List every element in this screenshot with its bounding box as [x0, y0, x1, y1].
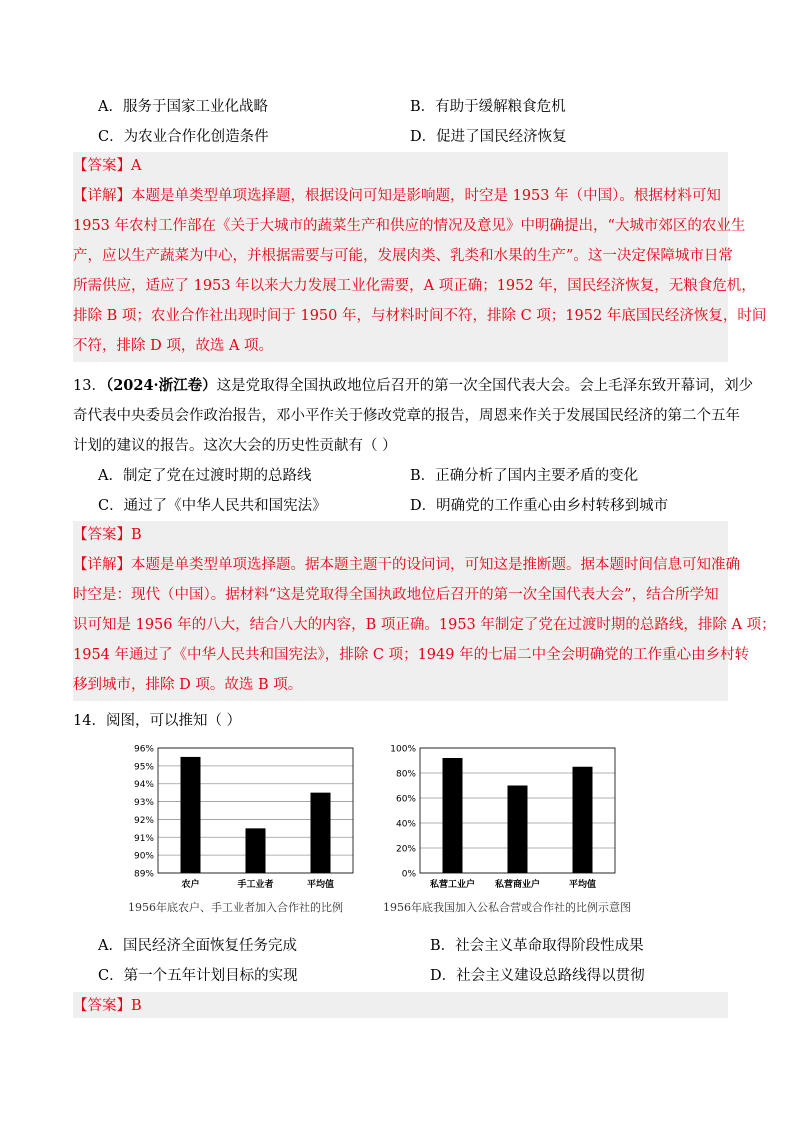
q14-option-b: B．社会主义革命取得阶段性成果: [430, 938, 644, 954]
chart2-caption: 1956年底我国加入公私合营或合作社的比例示意图: [383, 901, 631, 914]
q13-option-b: B．正确分析了国内主要矛盾的变化: [410, 468, 639, 484]
q13-stem-first: [73, 376, 753, 396]
y-tick-label: 100%: [390, 744, 416, 755]
x-tick-label: 农户: [181, 880, 200, 890]
q12-option-b: B．有助于缓解粮食危机: [410, 99, 566, 115]
q13-detail-line: 【详解】本题是单类型单项选择题。据本题主题干的设问词，可知这是推断题。据本题时间信息可知准确: [73, 557, 740, 573]
x-tick-label: 私营商业户: [494, 880, 541, 890]
q12-option-c: C．为农业合作化创造条件: [98, 129, 269, 145]
q12-detail-line: 所需供应，适应了 1953 年以来大力发展工业化需要，A 项正确；1952 年，国民经济恢复，无粮食危机，: [73, 278, 756, 294]
bar: [573, 767, 593, 873]
q13-detail-line: 时空是：现代（中国）。据材料“这是党取得全国执政地位后召开的第一次全国代表大会”，结合所学知: [73, 587, 719, 603]
q14-answer-block: [73, 992, 728, 1018]
q13-answer: 【答案】B: [73, 527, 142, 543]
chart-cooperative-ratio: [118, 738, 368, 898]
y-tick-label: 80%: [395, 769, 416, 780]
q13-answer-block: [73, 521, 728, 701]
q12-detail-line: 【详解】本题是单类型单项选择题，根据设问可知是影响题，时空是 1953 年（中国）。根据材料可知: [73, 188, 721, 204]
bar: [311, 793, 331, 873]
bar: [508, 786, 528, 874]
y-tick-label: 60%: [395, 794, 416, 805]
q13-detail-line: 1954 年通过了《中华人民共和国宪法》，排除 C 项；1949 年的七届二中全会明确党的工作重心由乡村转: [73, 647, 750, 663]
q13-option-d: D．明确党的工作重心由乡村转移到城市: [410, 498, 669, 514]
q13-stem-text: 这是党取得全国执政地位后召开的第一次全国代表大会。会上毛泽东致开幕词，刘少: [216, 378, 754, 394]
y-tick-label: 94%: [133, 780, 154, 791]
q13-option-c: C．通过了《中华人民共和国宪法》: [98, 498, 327, 514]
x-tick-label: 平均值: [306, 880, 335, 890]
y-tick-label: 96%: [133, 744, 154, 755]
q12-detail-line: 产，应以生产蔬菜为中心，并根据需要与可能，发展肉类、乳类和水果的生产”。这一决定保障城市日常: [73, 248, 733, 264]
q14-option-c: C．第一个五年计划目标的实现: [98, 968, 298, 984]
q12-answer: 【答案】A: [73, 158, 142, 174]
q12-option-d: D．促进了国民经济恢复: [410, 129, 567, 145]
q14-option-d: D．社会主义建设总路线得以贯彻: [430, 968, 645, 984]
q13-option-a: A．制定了党在过渡时期的总路线: [98, 468, 312, 484]
x-tick-label: 手工业者: [237, 880, 274, 890]
q12-option-a: A．服务于国家工业化战略: [98, 99, 268, 115]
q12-detail-line: 1953 年农村工作部在《关于大城市的蔬菜生产和供应的情况及意见》中明确提出，“大城市郊区的农业生: [73, 218, 746, 234]
chart1-caption: 1956年底农户、手工业者加入合作社的比例: [128, 901, 343, 914]
y-tick-label: 90%: [133, 851, 154, 862]
q13-stem-line: 计划的建议的报告。这次大会的历史性贡献有（ ）: [73, 438, 397, 454]
y-tick-label: 91%: [133, 833, 154, 844]
q13-stem-line: 奇代表中央委员会作政治报告，邓小平作关于修改党章的报告，周恩来作关于发展国民经济的第二个五年: [73, 408, 740, 424]
chart-public-private-ratio: [380, 738, 630, 898]
y-tick-label: 95%: [133, 762, 154, 773]
y-tick-label: 0%: [401, 869, 416, 880]
y-tick-label: 93%: [133, 798, 154, 809]
q12-detail-line: 排除 B 项；农业合作社出现时间于 1950 年，与材料时间不符，排除 C 项；1952 年底国民经济恢复，时间: [73, 308, 767, 324]
q14-stem: 14．阅图，可以推知（ ）: [73, 713, 242, 729]
x-tick-label: 平均值: [568, 880, 597, 890]
q13-source: （2024·浙江卷）: [105, 377, 217, 394]
x-tick-label: 私营工业户: [429, 880, 476, 890]
y-tick-label: 92%: [133, 815, 154, 826]
bar: [443, 758, 463, 873]
q13-number: 13．: [73, 378, 106, 394]
q14-answer: 【答案】B: [73, 998, 142, 1014]
y-tick-label: 20%: [395, 844, 416, 855]
q13-detail-line: 移到城市，排除 D 项。故选 B 项。: [73, 677, 303, 693]
q13-detail-line: 识可知是 1956 年的八大，结合八大的内容，B 项正确。1953 年制定了党在过渡时期的总路线，排除 A 项；: [73, 617, 776, 633]
bar: [181, 757, 201, 873]
y-tick-label: 40%: [395, 819, 416, 830]
bar: [246, 828, 266, 873]
q12-detail-line: 不符，排除 D 项，故选 A 项。: [73, 338, 274, 354]
q14-option-a: A．国民经济全面恢复任务完成: [98, 938, 297, 954]
y-tick-label: 89%: [133, 869, 154, 880]
